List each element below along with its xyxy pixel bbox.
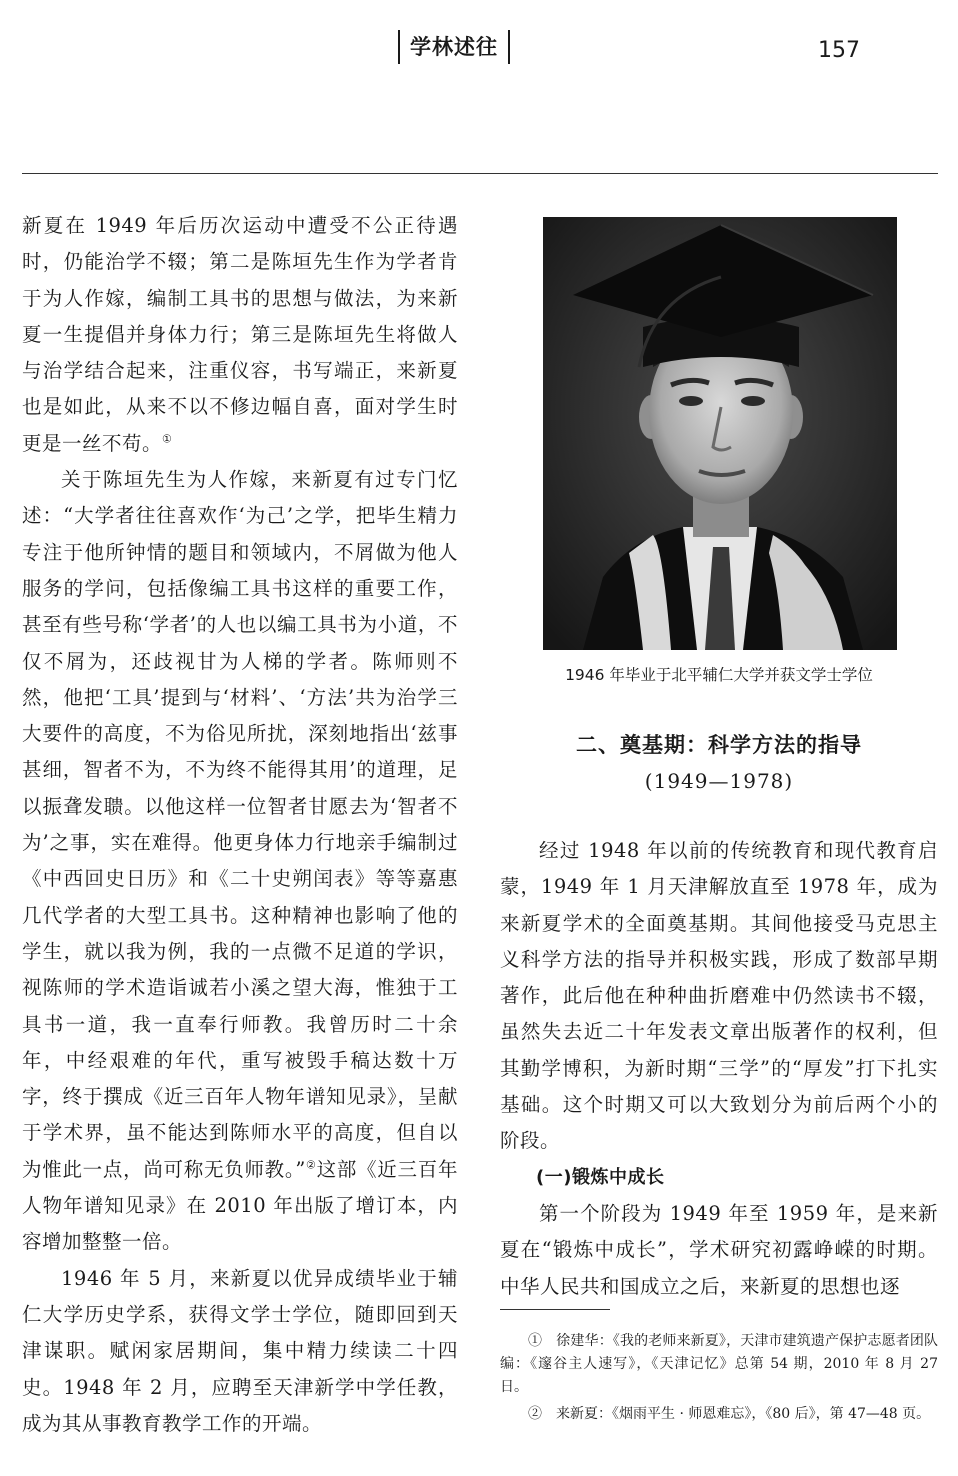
paragraph [22, 208, 458, 462]
running-header-section: 学林述往 [398, 30, 510, 64]
header-rule [22, 173, 938, 174]
section-heading: 二、奠基期：科学方法的指导 [576, 733, 862, 757]
paragraph: 经过 1948 年以前的传统教育和现代教育启蒙，1949 年 1 月天津解放直至 1978 年，成为来新夏学术的全面奠基期。其间他接受马克思主义科学方法的指导并积极实践，形成了数部早期著作，此后他在种种曲折磨难中仍然读书不辍，虽然失去近二十年发表文章出版著作的权利，但其勤学博积，为新时期“三学”的“厚发”打下扎实基础。这个时期又可以大致划分为前后两个小的阶段。 [500, 839, 938, 1153]
paragraph [22, 462, 458, 1261]
footnote: ② 来新夏：《烟雨平生 · 师恩难忘》，《80 后》，第 47—48 页。 [528, 1406, 931, 1422]
left-column [22, 208, 458, 1442]
footnotes [500, 1330, 938, 1430]
photo-caption: 1946 年毕业于北平辅仁大学并获文学士学位 [565, 666, 873, 684]
footnote-ref: ① [162, 432, 173, 446]
paragraph-text: 新夏在 1949 年后历次运动中遭受不公正待遇时，仍能治学不辍；第二是陈垣先生作为学者肯于为人作嫁，编制工具书的思想与做法，为来新夏一生提倡并身体力行；第三是陈垣先生将做人与治学结合起来，注重仪容，书写端正，来新夏也是如此，从来不以不修边幅自喜，面对学生时更是一丝不苟。 [22, 214, 458, 455]
paragraph-text: 关于陈垣先生为人作嫁，来新夏有过专门忆述：“大学者往往喜欢作‘为己’之学，把毕生精力专注于他所钟情的题目和领域内，不屑做为他人服务的学问，包括像编工具书这样的重要工作，甚至有些号称‘学者’的人也以编工具书为小道，不仅不屑为，还歧视甘为人梯的学者。陈师则不然，他把‘工具’提到与‘材料’、‘方法’共为治学三大要件的高度，不为俗见所扰，深刻地指出‘兹事甚细，智者不为，不为终不能得其用’的道理，足以振聋发聩。以他这样一位智者甘愿去为‘智者不为’之事，实在难得。他更身体力行地亲手编制过《中西回史日历》和《二十史朔闰表》等等嘉惠几代学者的大型工具书。这种精神也影响了他的学生，就以我为例，我的一点微不足道的学识，视陈师的学术造诣诚若小溪之望大海，惟独于工具书一道，我一直奉行师教。我曾历时二十余年，中经艰难的年代，重写被毁手稿达数十万字，终于撰成《近三百年人物年谱知见录》，呈献于学术界，虽不能达到陈师水平的高度，但自以为惟此一点，尚可称无负师教。” [22, 468, 458, 1181]
section-years: (1949—1978) [644, 769, 794, 793]
footnote: ① 徐建华：《我的老师来新夏》，天津市建筑遗产保护志愿者团队编：《邃谷主人速写》，《天津记忆》总第 54 期，2010 年 8 月 27 日。 [500, 1333, 938, 1395]
paragraph-text: 这部《近三百年人物年谱知见录》在 2010 年出版了增订本，内容增加整整一倍。 [22, 1157, 458, 1254]
footnote-rule [500, 1309, 610, 1310]
paragraph: 1946 年 5 月，来新夏以优异成绩毕业于辅仁大学历史学系，获得文学士学位，随即回到天津谋职。赋闲家居期间，集中精力续读二十四史。1948 年 2 月，应聘至天津新学中学任教，成为其从事教育教学工作的开端。 [22, 1266, 458, 1435]
subsection-heading: (一)锻炼中成长 [536, 1166, 665, 1188]
graduation-photo [543, 217, 897, 650]
portrait-illustration [543, 217, 897, 650]
paragraph: 第一个阶段为 1949 年至 1959 年，是来新夏在“锻炼中成长”，学术研究初露峥嵘的时期。中华人民共和国成立之后，来新夏的思想也逐 [500, 1201, 938, 1298]
right-column [500, 833, 938, 1305]
footnote-ref: ② [305, 1158, 317, 1172]
page-number: 157 [818, 38, 860, 63]
